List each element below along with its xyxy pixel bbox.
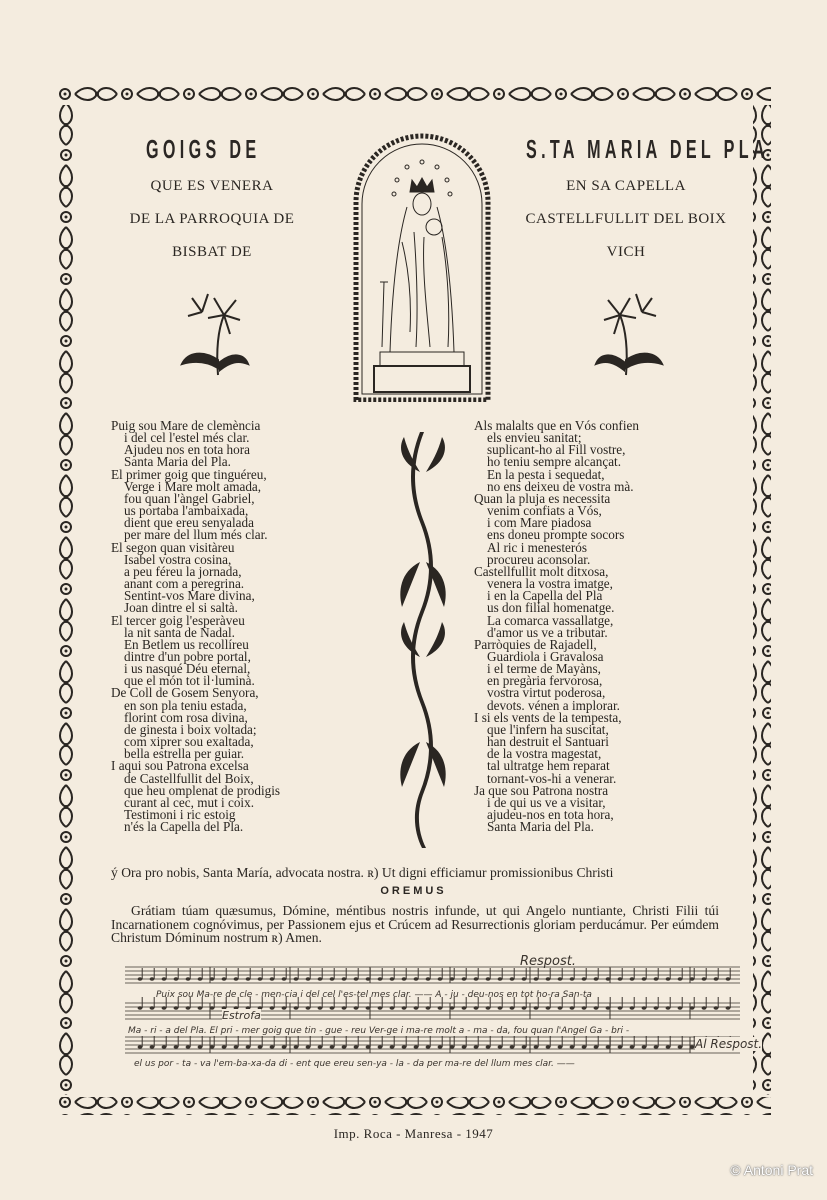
note	[498, 1045, 503, 1049]
poem-line: i us nasqué Déu eternal,	[124, 661, 251, 677]
note	[438, 977, 443, 981]
note	[174, 977, 179, 981]
poem-line: I si els vents de la tempesta,	[474, 709, 622, 725]
note	[534, 977, 539, 981]
lyrics-line-3: el us por - ta - va l'em-ba-xa-da di - ent que ereu sen-ya - la - da per ma-re del llum mes clar. ——	[134, 1059, 575, 1069]
poem-line: Als malalts que en Vós confien	[474, 418, 639, 433]
note	[486, 1006, 491, 1010]
poem-line: venera la vostra imatge,	[487, 576, 613, 592]
poem-line: us portaba l'ambaixada,	[124, 503, 249, 519]
note	[522, 1006, 527, 1010]
note	[510, 977, 515, 981]
poem-line: i el terme de Mayàns,	[487, 661, 601, 677]
printer-imprint: Imp. Roca - Manresa - 1947	[333, 1126, 494, 1141]
poem-line: de la vostra magestat,	[487, 746, 602, 762]
note	[534, 1006, 539, 1010]
note	[150, 1006, 155, 1010]
poem-line: us don filial homenatge.	[487, 600, 615, 616]
note	[486, 1045, 491, 1049]
note	[558, 977, 563, 981]
poem-line: Verge i Mare molt amada,	[124, 478, 262, 494]
lily-flower-right-icon	[594, 290, 666, 378]
note	[378, 1045, 383, 1049]
note	[138, 1045, 143, 1049]
note	[306, 1006, 311, 1010]
note	[198, 1045, 203, 1049]
note	[306, 1045, 311, 1049]
poem-line: i de qui us ve a visitar,	[487, 794, 606, 810]
note	[594, 977, 599, 981]
note	[546, 1045, 551, 1049]
note	[474, 1045, 479, 1049]
note	[198, 977, 203, 981]
poem-line: Castellfullit molt ditxosa,	[474, 563, 609, 579]
note	[726, 1006, 731, 1010]
note	[342, 977, 347, 981]
note	[162, 1006, 167, 1010]
note	[678, 1006, 683, 1010]
lyrics-line-2: Ma - ri - a del Pla. El pri - mer goig que tin - gue - reu Ver-ge i ma-re molt a - ma - da, fou quan l'Angel Ga - bri -	[128, 1026, 630, 1036]
poem-line: El tercer goig l'esperàveu	[111, 612, 245, 628]
note	[378, 977, 383, 981]
note	[654, 1006, 659, 1010]
note	[354, 1045, 359, 1049]
note	[558, 1045, 563, 1049]
poem-line: La comarca vassallatge,	[487, 612, 614, 628]
note	[402, 1045, 407, 1049]
note	[330, 977, 335, 981]
poem-line: bella estrella per guiar.	[124, 746, 245, 762]
note	[630, 1006, 635, 1010]
note	[402, 1006, 407, 1010]
subtitle-left-1: QUE ES VENERA	[150, 178, 274, 194]
note	[618, 1006, 623, 1010]
subtitle-left-2: DE LA PARROQUIA DE	[129, 211, 295, 227]
poem-line: Santa Maria del Pla.	[487, 819, 594, 835]
note	[270, 1006, 275, 1010]
poem-line: en son pla teniu estada,	[124, 697, 247, 713]
poem-right-column	[474, 420, 639, 833]
poem-line: per mare del llum més clar.	[124, 527, 268, 543]
note	[186, 1006, 191, 1010]
note	[318, 1045, 323, 1049]
note	[702, 1006, 707, 1010]
note	[246, 1045, 251, 1049]
respost-label: Respost.	[520, 954, 577, 969]
poem-line: d'amor us ve a tributar.	[487, 624, 608, 640]
estrofa-label: Estrofa	[222, 1009, 261, 1022]
note	[666, 1045, 671, 1049]
note	[486, 977, 491, 981]
note	[342, 1045, 347, 1049]
poem-line: Puig sou Mare de clemència	[111, 418, 261, 433]
note	[498, 1006, 503, 1010]
note	[426, 977, 431, 981]
lily-flower-left-icon	[178, 290, 250, 378]
subtitle-left-3: BISBAT DE	[172, 244, 252, 260]
note	[294, 1006, 299, 1010]
note	[234, 977, 239, 981]
poem-line: anant com a peregrina.	[124, 576, 245, 592]
poem-line: ajudeu-nos en tota hora,	[487, 807, 614, 822]
oremus-heading: OREMUS	[380, 885, 447, 897]
note	[618, 1045, 623, 1049]
note	[702, 977, 707, 981]
note	[714, 977, 719, 981]
poem-line: fou quan l'àngel Gabriel,	[124, 490, 255, 506]
note	[402, 977, 407, 981]
versicle: ý Ora pro nobis, Santa María, advocata nostra. ʀ) Ut digni efficiamur promissionibus Christi	[111, 865, 614, 880]
poem-line: a peu féreu la jornada,	[124, 563, 242, 579]
note	[642, 1006, 647, 1010]
note	[294, 1045, 299, 1049]
note	[558, 1006, 563, 1010]
poem-line: I aqui sou Patrona excelsa	[111, 758, 249, 774]
poem-line: Quan la pluja es necessita	[474, 490, 611, 506]
poem-line: devots. vénen a implorar.	[487, 697, 620, 713]
note	[414, 977, 419, 981]
poem-line: De Coll de Gosem Senyora,	[111, 685, 259, 701]
poem-line: en pregària fervorosa,	[487, 673, 603, 689]
note	[150, 1045, 155, 1049]
note	[510, 1045, 515, 1049]
note	[342, 1006, 347, 1010]
note	[330, 1045, 335, 1049]
note	[666, 1006, 671, 1010]
poem-line: suplicant-ho al Fill vostre,	[487, 442, 626, 458]
poem-line: venim confiats a Vós,	[487, 503, 602, 519]
note	[498, 977, 503, 981]
note	[438, 1045, 443, 1049]
title-right: S.TA MARIA DEL PLA	[526, 134, 769, 164]
poem-line: la nit santa de Nadal.	[124, 624, 235, 640]
note	[138, 977, 143, 981]
poem-line: En Betlem us recollíreu	[124, 636, 249, 652]
note	[666, 977, 671, 981]
poem-line: de Castellfullit del Boix,	[124, 770, 254, 786]
note	[570, 977, 575, 981]
note	[630, 977, 635, 981]
note	[270, 1045, 275, 1049]
note	[510, 1006, 515, 1010]
poem-line: que el món tot il·luminà.	[124, 673, 255, 689]
note	[234, 1045, 239, 1049]
poem-line: dient que ereu senyalada	[124, 515, 254, 531]
poem-line: procureu aconsolar.	[487, 551, 591, 567]
music-score	[120, 955, 763, 1075]
note	[678, 977, 683, 981]
poem-line: que l'infern ha suscitat,	[487, 721, 609, 737]
note	[570, 1006, 575, 1010]
poem-line: Joan dintre el si saltà.	[124, 600, 238, 616]
note	[654, 1045, 659, 1049]
note	[282, 977, 287, 981]
poem-line: curant al cec, mut i coix.	[124, 794, 254, 810]
note	[618, 977, 623, 981]
al-respost-label: Al Respost.	[695, 1037, 763, 1051]
poem-line: ens doneu prompte socors	[487, 527, 625, 543]
poem-line: Isabel vostra cosina,	[124, 551, 232, 567]
note	[630, 1045, 635, 1049]
note	[162, 977, 167, 981]
note	[522, 1045, 527, 1049]
lyrics-line-1: Puix sou Ma-re de cle - men-cia i del cel l'es-tel mes clar. —— A - ju - deu-nos en tot ho-ra San-ta	[156, 990, 592, 1000]
note	[726, 977, 731, 981]
note	[330, 1006, 335, 1010]
note	[582, 1006, 587, 1010]
poem-line: En la pesta i sequedat,	[487, 466, 605, 482]
poem-line: Guardiola i Gravalosa	[487, 648, 604, 664]
note	[246, 977, 251, 981]
note	[390, 977, 395, 981]
subtitle-right-2: CASTELLFULLIT DEL BOIX	[525, 211, 727, 227]
note	[462, 1006, 467, 1010]
poem-line: tornant-vos-hi a venerar.	[487, 770, 617, 786]
note	[594, 1006, 599, 1010]
note	[546, 1006, 551, 1010]
note	[462, 977, 467, 981]
poem-line: vostra virtut poderosa,	[487, 685, 606, 701]
poem-line: de ginesta i boix voltada;	[124, 721, 257, 737]
poem-line: Al ric i menesterós	[487, 539, 587, 555]
note	[678, 1045, 683, 1049]
note	[318, 1006, 323, 1010]
poem-line: Parròquies de Rajadell,	[474, 636, 597, 652]
poem-line: tal ultratge hem reparat	[487, 758, 610, 774]
note	[654, 977, 659, 981]
poem-line: dintre d'un pobre portal,	[124, 648, 251, 664]
note	[318, 977, 323, 981]
poem-line: i del cel l'estel més clar.	[124, 430, 250, 446]
note	[354, 1006, 359, 1010]
vine-ornament	[398, 432, 448, 848]
note	[642, 1045, 647, 1049]
note	[414, 1006, 419, 1010]
copyright-watermark: © Antoni Prat	[730, 1162, 813, 1178]
note	[462, 1045, 467, 1049]
note	[390, 1045, 395, 1049]
poem-line: i en la Capella del Pla	[487, 588, 603, 604]
note	[174, 1006, 179, 1010]
poem-line: Testimoni i ric estoig	[124, 807, 236, 822]
note	[270, 977, 275, 981]
poem-left-column	[111, 420, 280, 833]
note	[198, 1006, 203, 1010]
title-left: GOIGS DE	[146, 134, 261, 164]
poem-line: El primer goig que tinguéreu,	[111, 466, 267, 482]
note	[426, 1006, 431, 1010]
note	[174, 1045, 179, 1049]
poem-line: Santa Maria del Pla.	[124, 454, 231, 470]
poem-line: ho teniu sempre alcançat.	[487, 454, 622, 470]
note	[522, 977, 527, 981]
note	[474, 1006, 479, 1010]
note	[582, 1045, 587, 1049]
poem-line: i com Mare piadosa	[487, 515, 592, 531]
note	[282, 1045, 287, 1049]
poem-line: n'és la Capella del Pla.	[124, 819, 244, 835]
note	[390, 1006, 395, 1010]
prayer-text: Grátiam túam quæsumus, Dómine, méntibus nostris infunde, ut qui Angelo nuntiante, Christi Filii túi Incarnationem cognóvimus, per Passionem ejus et Crúcem ad Resurrectionis gloriam perducámur. Per eúmdem Christum Dóminum nostrum ʀ) Amen.	[111, 903, 719, 945]
note	[186, 1045, 191, 1049]
note	[594, 1045, 599, 1049]
note	[150, 977, 155, 981]
subtitle-right-3: VICH	[606, 244, 646, 260]
note	[642, 977, 647, 981]
note	[282, 1006, 287, 1010]
note	[162, 1045, 167, 1049]
subtitle-right-1: EN SA CAPELLA	[566, 178, 686, 194]
note	[138, 1006, 143, 1010]
note	[438, 1006, 443, 1010]
note	[534, 1045, 539, 1049]
note	[306, 977, 311, 981]
poem-line: El segon quan visitàreu	[111, 539, 235, 555]
note	[546, 977, 551, 981]
poem-line: no ens deixeu de vostra mà.	[487, 478, 634, 494]
poem-line: Ja que sou Patrona nostra	[474, 782, 609, 798]
note	[414, 1045, 419, 1049]
virgin-and-child-engraving	[352, 132, 492, 402]
poem-line: que heu omplenat de prodigis	[124, 782, 281, 798]
poem-line: els envieu sanitat;	[487, 430, 582, 446]
note	[222, 1045, 227, 1049]
poem-line: com xiprer sou exaltada,	[124, 734, 254, 750]
note	[714, 1006, 719, 1010]
note	[294, 977, 299, 981]
poem-line: han destruit el Santuari	[487, 734, 609, 750]
note	[186, 977, 191, 981]
poem-line: Sentint-vos Mare divina,	[124, 588, 255, 604]
note	[222, 977, 227, 981]
note	[258, 1045, 263, 1049]
note	[378, 1006, 383, 1010]
poem-line: Ajudeu nos en tota hora	[124, 442, 250, 458]
note	[570, 1045, 575, 1049]
poem-line: florint com rosa divina,	[124, 709, 248, 725]
note	[582, 977, 587, 981]
note	[354, 977, 359, 981]
note	[474, 977, 479, 981]
note	[426, 1045, 431, 1049]
note	[258, 977, 263, 981]
